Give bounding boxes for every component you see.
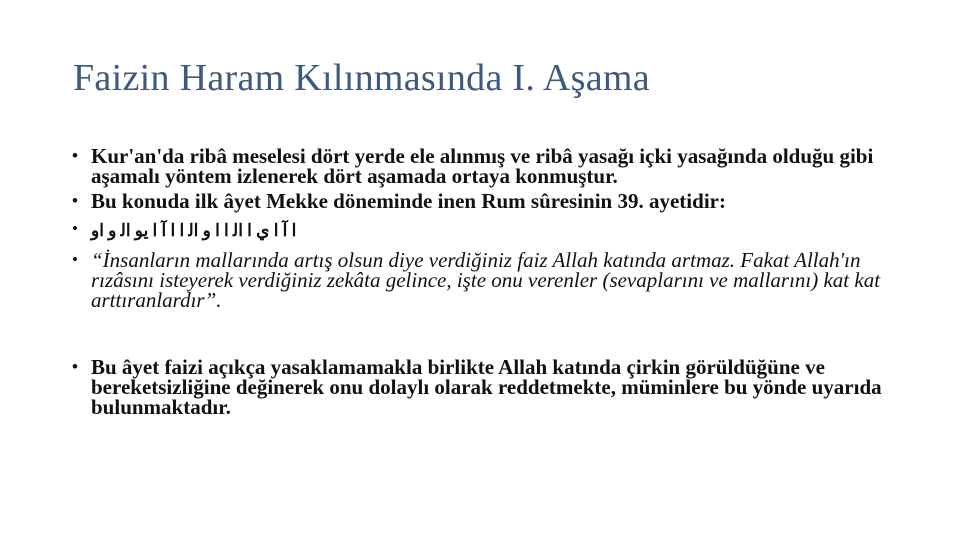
bullet-item	[72, 191, 892, 211]
bullet-marker: •	[72, 191, 78, 210]
bullet-text: Bu âyet faizi açıkça yasaklamamakla birlikte Allah katında çirkin görüldüğüne ve bereketsizliğine değinerek onu dolaylı olarak reddetmekte, müminlere bu yönde uyarıda bulunmaktadır.	[91, 355, 882, 419]
bullet-marker: •	[72, 250, 78, 269]
bullet-item	[72, 357, 892, 417]
bullet-item	[72, 250, 892, 310]
bullet-list	[72, 142, 892, 417]
bullet-text: Kur'an'da ribâ meselesi dört yerde ele alınmış ve ribâ yasağı içki yasağında olduğu gibi aşamalı yöntem izlenerek dört aşamada ortaya konmuştur.	[91, 144, 874, 188]
bullet-item	[72, 146, 892, 186]
verse-translation-text: “İnsanların mallarında artış olsun diye verdiğiniz faiz Allah katında artmaz. Fakat Allah'ın rızâsını isteyerek verdiğiniz zekâta gelince, işte onu verenler (sevaplarını ve mallarını) kat kat arttıranlardır”.	[91, 248, 881, 312]
arabic-verse-text: ﺍ ﺁ ﺍ ﻱ ﺍ ﺍﻟ ﺍ ﺍ ﻭ ﺍﻟ ﺍ ﺍ ﺁ ﺍ ﻳﻮ ﺍﻟ ﻭ ﺍﻭ	[91, 221, 297, 240]
bullet-marker: •	[72, 219, 78, 238]
bullet-marker: •	[72, 146, 78, 165]
bullet-text: Bu konuda ilk âyet Mekke döneminde inen Rum sûresinin 39. ayetidir:	[91, 189, 726, 213]
slide-title: Faizin Haram Kılınmasında I. Aşama	[73, 57, 650, 99]
bullet-item	[72, 219, 892, 241]
bullet-marker: •	[72, 357, 78, 376]
